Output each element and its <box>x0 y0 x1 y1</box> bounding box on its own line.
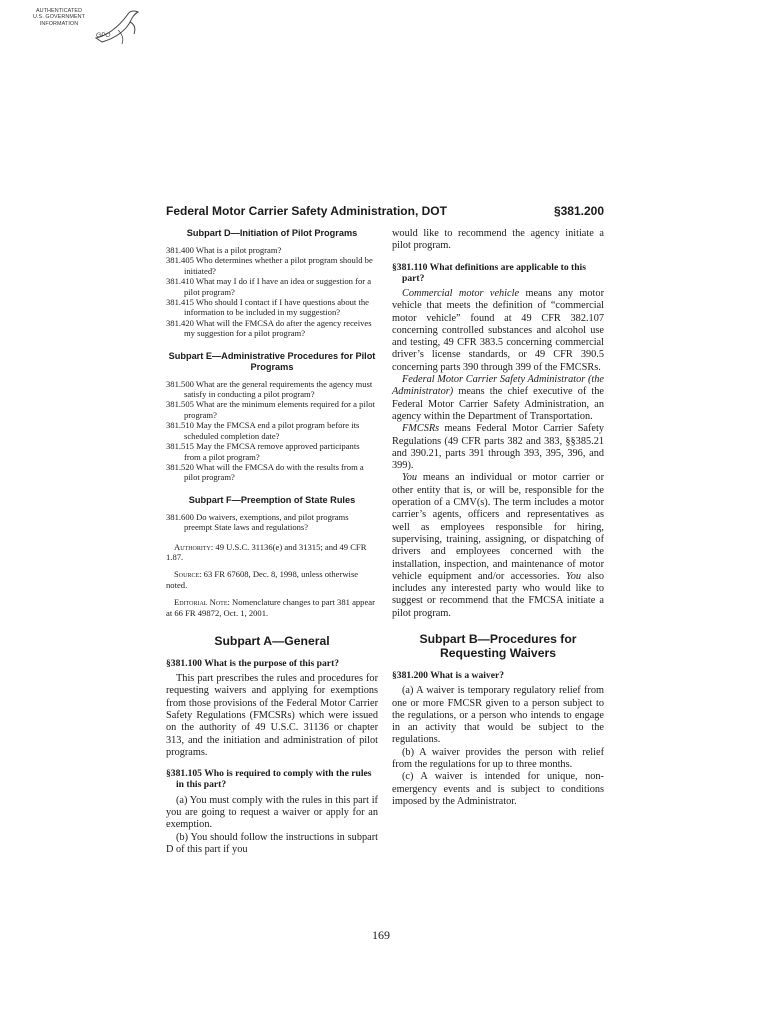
eagle-icon <box>88 8 144 48</box>
source-note <box>166 569 378 590</box>
editorial-label: Editorial Note: <box>174 597 230 608</box>
toc-item: 381.410 What may I do if I have an idea or suggestion for a pilot program? <box>166 276 372 297</box>
toc-item: 381.520 What will the FMCSA do with the results from a pilot program? <box>166 461 364 483</box>
section-381-105-b: (b) You should follow the instructions in subpart D of this part if you <box>166 831 378 855</box>
definition-you <box>392 472 604 620</box>
section-381-200-c: (c) A waiver is intended for unique, non-emergency events and is subject to conditions imposed by the Administrator. <box>392 771 604 807</box>
running-head <box>166 204 604 220</box>
definition-text: means any motor vehicle that meets the definition of “commercial motor vehicle” found at 49 CFR 382.107 concerning controlled substances and alcohol use and testing, 49 CFR 383.5 concerning commercial driver’s license standards, or 49 CFR 390.5 concerning parts 390 through 399 of the FMCSRs. <box>392 288 604 373</box>
definition-term: Commercial motor vehicle <box>402 288 520 299</box>
running-head-section: §381.200 <box>553 204 604 218</box>
section-381-110-heading: §381.110 What definitions are applicable to this part? <box>392 261 586 284</box>
definition-administrator <box>392 374 604 423</box>
definition-term: You <box>402 472 418 484</box>
toc-item: 381.415 Who should I contact if I have questions about the information to be included in my suggestion? <box>166 297 369 318</box>
definition-fmcsrs <box>392 423 604 472</box>
section-381-100-heading: §381.100 What is the purpose of this part? <box>166 657 340 669</box>
subpart-d-heading: Subpart D—Initiation of Pilot Programs <box>186 228 358 238</box>
toc-item: 381.515 May the FMCSA remove approved participants from a pilot program? <box>166 441 360 462</box>
toc-item: 381.420 What will the FMCSA do after the agency receives my suggestion for a pilot program? <box>166 317 372 339</box>
gpo-authentication-stamp <box>24 6 144 48</box>
definition-text: also includes any interested party who would like to suggest or recommend that the FMCSA initiate a pilot program. <box>392 570 604 619</box>
stamp-line-2: U.S. GOVERNMENT <box>32 14 86 21</box>
gpo-stamp-text <box>24 8 94 27</box>
subpart-f-heading: Subpart F—Preemption of State Rules <box>188 494 356 505</box>
subpart-e-toc <box>166 379 378 483</box>
definition-term: FMCSRs <box>402 423 440 435</box>
definition-cmv <box>392 288 604 374</box>
page-number: 169 <box>372 928 390 942</box>
authority-label: Authority: <box>174 541 214 552</box>
subpart-d-toc <box>166 245 378 339</box>
source-label: Source: <box>174 569 202 580</box>
section-381-200-b: (b) A waiver provides the person with relief from the regulations for up to three months. <box>392 746 604 770</box>
section-381-105-heading: §381.105 Who is required to comply with the rules in this part? <box>166 768 372 791</box>
toc-item: 381.405 Who determines whether a pilot program should be initiated? <box>166 255 373 276</box>
left-column <box>166 228 378 856</box>
authority-note <box>166 542 378 563</box>
definition-text: means Federal Motor Carrier Safety Regulations (49 CFR parts 382 and 383, §§385.21 and 390.21, parts 391 through 393, 395, 396, and 399). <box>392 423 605 472</box>
subpart-a-heading: Subpart A—General <box>214 633 330 648</box>
gpo-label: GPO <box>96 32 111 39</box>
toc-item: 381.505 What are the minimum elements required for a pilot program? <box>166 399 375 420</box>
definition-text: means the chief executive of the Federal Motor Carrier Safety Administration, an agency within the Department of Transportation. <box>392 386 604 422</box>
definition-text: means an individual or motor carrier or other entity that is, or will be, responsible for the operation of a CMV(s). The term includes a motor carrier’s agents, officers and representatives as well as employees responsible for hiring, supervising, training, assigning, or dispatching of drivers and employees concerned with the installation, inspection, and maintenance of motor vehicle equipment and/or accessories. <box>392 472 604 582</box>
section-381-200-a: (a) A waiver is temporary regulatory relief from one or more FMCSR given to a person subject to the regulations, or a person who intends to engage in an activity that would be subject to the regulations. <box>392 685 604 746</box>
editorial-note <box>166 597 378 618</box>
section-381-105-continued: would like to recommend the agency initiate a pilot program. <box>392 228 604 252</box>
toc-item: 381.600 Do waivers, exemptions, and pilot programs preempt State laws and regulations? <box>166 511 349 533</box>
section-381-100-text: This part prescribes the rules and procedures for requesting waivers and applying for exemptions from those provisions of the Federal Motor Carrier Safety Regulations (FMCSRs) which were issued on the authority of 49 U.S.C. 31136 or chapter 313, and the initiation and administration of pilot programs. <box>166 673 378 758</box>
editorial-text: Nomenclature changes to part 381 appear at 66 FR 49872, Oct. 1, 2001. <box>166 597 375 618</box>
authority-text: 49 U.S.C. 31136(e) and 31315; and 49 CFR 1.87. <box>166 541 367 562</box>
toc-item: 381.400 What is a pilot program? <box>166 245 282 255</box>
running-head-agency: Federal Motor Carrier Safety Administration, DOT <box>166 204 447 218</box>
section-381-200-heading: §381.200 What is a waiver? <box>392 670 505 682</box>
right-column <box>392 228 604 808</box>
subpart-f-toc <box>166 512 378 533</box>
toc-item: 381.510 May the FMCSA end a pilot program before its scheduled completion date? <box>166 420 360 441</box>
stamp-line-1: AUTHENTICATED <box>35 8 83 14</box>
section-381-105-a: (a) You must comply with the rules in this part if you are going to request a waiver or apply for an exemption. <box>166 794 378 831</box>
subpart-e-heading: Subpart E—Administrative Procedures for Pilot Programs <box>168 350 376 372</box>
toc-item: 381.500 What are the general requirements the agency must satisfy in conducting a pilot program? <box>166 378 373 400</box>
stamp-line-3: INFORMATION <box>39 20 79 27</box>
source-text: 63 FR 67608, Dec. 8, 1998, unless otherwise noted. <box>166 569 359 590</box>
definition-term: You <box>565 570 582 582</box>
subpart-b-heading: Subpart B—Procedures for Requesting Waivers <box>419 632 577 661</box>
definition-term: Federal Motor Carrier Safety Administrator (the Administrator) <box>392 374 604 398</box>
